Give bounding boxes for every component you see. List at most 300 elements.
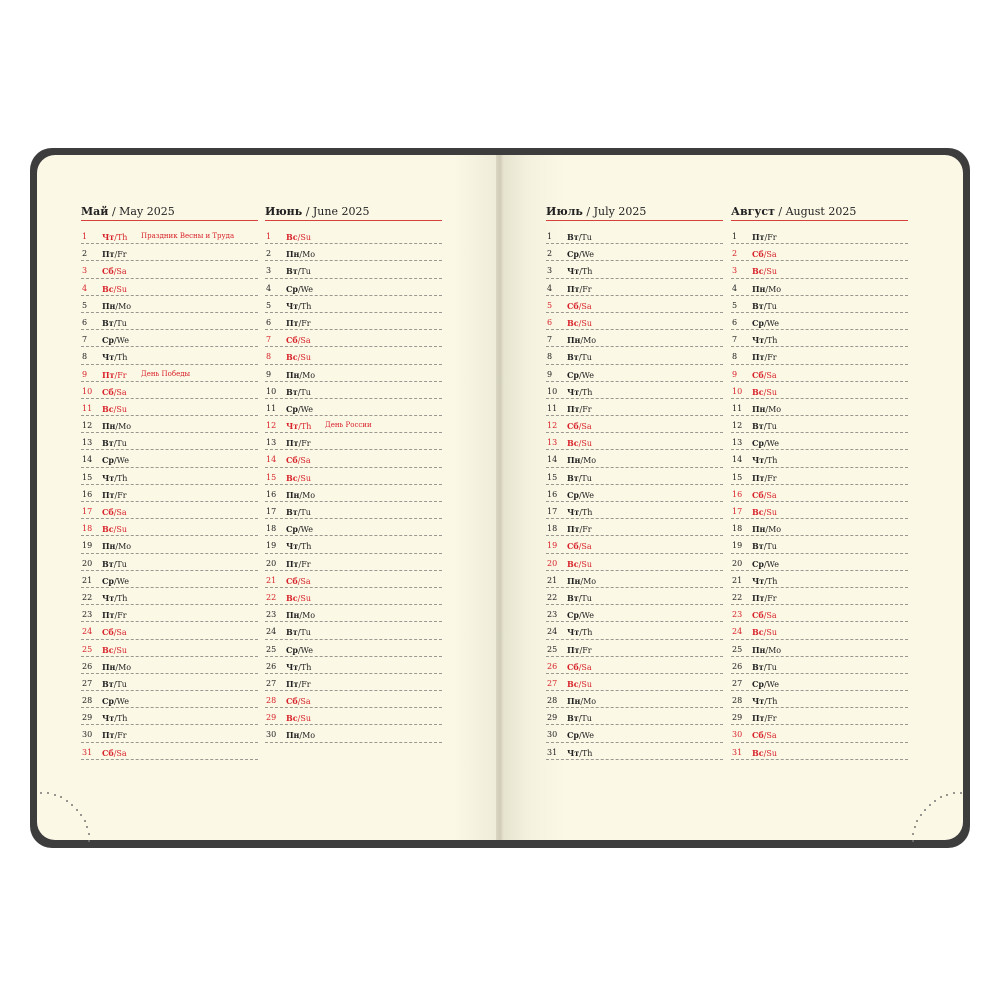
weekday xyxy=(752,507,777,517)
day-row xyxy=(731,450,908,467)
weekday-ru: Ср xyxy=(567,730,579,741)
stitch-dot xyxy=(88,840,90,842)
weekday-en: /Fr xyxy=(114,490,127,500)
weekday-ru: Пн xyxy=(102,661,116,672)
day-row xyxy=(546,468,723,485)
weekday-en: /Sa xyxy=(763,490,777,500)
day-row xyxy=(265,640,442,657)
weekday-en: /Sa xyxy=(763,370,777,380)
weekday-en: /We xyxy=(763,439,779,449)
weekday-ru: Пн xyxy=(752,524,766,535)
day-number: 1 xyxy=(266,232,272,241)
month-header xyxy=(81,205,258,221)
weekday xyxy=(102,576,129,586)
weekday xyxy=(286,559,311,569)
day-number: 20 xyxy=(547,558,558,568)
weekday-ru: Пн xyxy=(286,610,300,621)
weekday-ru: Пн xyxy=(752,403,766,414)
day-row xyxy=(265,279,442,296)
weekday xyxy=(286,249,315,259)
day-number: 22 xyxy=(732,592,743,602)
weekday xyxy=(102,301,131,311)
day-number: 16 xyxy=(82,489,93,499)
weekday-en: /Sa xyxy=(297,336,311,346)
weekday-ru: Сб xyxy=(286,335,298,346)
weekday xyxy=(567,576,596,586)
weekday xyxy=(567,541,592,551)
weekday-en: /Tu xyxy=(113,318,127,328)
day-row xyxy=(546,399,723,416)
weekday-ru: Чт xyxy=(567,627,580,638)
weekday xyxy=(567,645,592,655)
weekday-en: /Tu xyxy=(578,593,592,603)
day-row xyxy=(546,382,723,399)
weekday-en: /Tu xyxy=(578,353,592,363)
day-row xyxy=(265,382,442,399)
weekday-ru: Пт xyxy=(286,438,299,449)
weekday-ru: Ср xyxy=(286,403,298,414)
day-number: 18 xyxy=(547,524,558,534)
weekday xyxy=(286,370,315,380)
day-row xyxy=(546,450,723,467)
day-number: 23 xyxy=(547,610,558,620)
day-row xyxy=(546,657,723,674)
weekday-en: /Fr xyxy=(114,731,127,741)
weekday xyxy=(752,541,777,551)
day-row xyxy=(546,330,723,347)
weekday-ru: Вт xyxy=(752,661,764,672)
day-row xyxy=(546,519,723,536)
day-number: 5 xyxy=(266,300,272,310)
day-number: 26 xyxy=(82,661,93,671)
day-row xyxy=(81,399,258,416)
day-rows xyxy=(731,227,908,760)
weekday xyxy=(752,232,777,242)
weekday-en: /We xyxy=(113,697,129,707)
weekday-en: /Sa xyxy=(113,387,127,397)
day-row xyxy=(81,640,258,657)
day-row xyxy=(731,622,908,639)
weekday xyxy=(286,576,311,586)
weekday-ru: Пт xyxy=(752,713,765,724)
day-number: 14 xyxy=(732,455,743,465)
stitch-dot xyxy=(47,792,49,794)
day-number: 2 xyxy=(732,249,738,259)
day-number: 25 xyxy=(732,644,743,654)
day-number: 29 xyxy=(266,713,277,723)
weekday xyxy=(567,284,592,294)
weekday-ru: Чт xyxy=(567,386,580,397)
weekday-ru: Сб xyxy=(752,610,764,621)
day-row xyxy=(265,708,442,725)
weekday-ru: Ср xyxy=(286,283,298,294)
weekday-en: /Su xyxy=(113,284,127,294)
weekday-en: /Sa xyxy=(113,508,127,517)
weekday xyxy=(286,352,311,362)
weekday-ru: Сб xyxy=(752,730,764,741)
day-row xyxy=(265,519,442,536)
weekday xyxy=(102,421,131,431)
weekday-ru: Сб xyxy=(567,421,579,432)
weekday-en: /Fr xyxy=(764,593,777,603)
day-number: 27 xyxy=(266,678,277,688)
month-name-en: / July 2025 xyxy=(582,205,647,218)
weekday-ru: Вт xyxy=(102,438,114,449)
weekday xyxy=(567,455,596,465)
weekday-ru: Пт xyxy=(102,489,115,500)
day-number: 6 xyxy=(732,317,738,327)
day-number: 14 xyxy=(547,455,558,465)
weekday-en: /Th xyxy=(764,576,778,586)
day-row xyxy=(546,571,723,588)
day-number: 3 xyxy=(732,266,738,276)
weekday-ru: Пт xyxy=(286,678,299,689)
day-row xyxy=(731,554,908,571)
weekday-en: /Th xyxy=(298,662,312,672)
day-number: 2 xyxy=(82,249,88,259)
stitch-dot xyxy=(946,794,948,796)
day-row xyxy=(81,433,258,450)
weekday xyxy=(752,335,777,345)
weekday-ru: Пт xyxy=(567,403,580,414)
weekday-ru: Чт xyxy=(567,507,580,517)
weekday xyxy=(286,473,311,483)
day-row xyxy=(265,691,442,708)
weekday xyxy=(102,404,127,414)
weekday-ru: Чт xyxy=(102,592,115,603)
weekday xyxy=(567,627,592,637)
weekday xyxy=(567,249,594,259)
day-number: 28 xyxy=(732,696,743,706)
day-row xyxy=(731,227,908,244)
weekday-en: /Sa xyxy=(297,456,311,466)
day-row xyxy=(546,622,723,639)
weekday-en: /Su xyxy=(297,233,311,242)
day-number: 23 xyxy=(82,610,93,620)
day-number: 21 xyxy=(82,575,93,585)
day-number: 31 xyxy=(547,747,558,757)
day-row xyxy=(81,468,258,485)
weekday-en: /Tu xyxy=(297,628,311,638)
weekday xyxy=(567,387,592,397)
day-row xyxy=(546,605,723,622)
day-row xyxy=(81,347,258,364)
weekday xyxy=(752,730,777,740)
stitch-dot xyxy=(66,800,68,802)
weekday-ru: Вс xyxy=(752,627,764,638)
day-number: 11 xyxy=(732,403,743,413)
weekday-en: /We xyxy=(578,370,594,380)
day-number: 13 xyxy=(82,438,93,448)
weekday xyxy=(567,713,592,723)
weekday-en: /Mo xyxy=(580,336,597,346)
day-number: 6 xyxy=(547,317,553,327)
weekday-en: /Mo xyxy=(115,422,132,432)
day-number: 14 xyxy=(82,455,93,465)
weekday xyxy=(286,679,311,689)
weekday-en: /We xyxy=(113,576,129,586)
weekday-ru: Ср xyxy=(567,610,579,621)
stitch-dot xyxy=(914,826,916,828)
day-number: 11 xyxy=(82,403,93,413)
day-row xyxy=(81,691,258,708)
weekday xyxy=(567,370,594,380)
weekday-ru: Вт xyxy=(752,421,764,432)
weekday xyxy=(567,524,592,534)
weekday xyxy=(752,576,777,586)
weekday xyxy=(286,266,311,276)
day-row xyxy=(546,313,723,330)
stitch-dot xyxy=(924,809,926,811)
day-number: 10 xyxy=(732,386,743,396)
stitch-dot xyxy=(86,826,88,828)
weekday-ru: Вс xyxy=(102,283,114,294)
stitch-dot xyxy=(912,840,914,842)
weekday-ru: Сб xyxy=(102,266,114,277)
day-row xyxy=(731,691,908,708)
day-number: 13 xyxy=(732,438,743,448)
weekday-ru: Чт xyxy=(102,232,115,242)
day-row xyxy=(731,399,908,416)
weekday-en: /Mo xyxy=(580,697,597,707)
day-number: 28 xyxy=(547,696,558,706)
day-number: 26 xyxy=(732,661,743,671)
weekday-en: /Th xyxy=(114,593,128,603)
weekday-en: /Th xyxy=(579,387,593,397)
weekday-ru: Вс xyxy=(752,507,764,517)
weekday-ru: Пн xyxy=(567,335,581,346)
weekday-en: /Su xyxy=(763,628,777,638)
day-row xyxy=(546,691,723,708)
weekday-en: /We xyxy=(763,318,779,328)
day-row xyxy=(546,261,723,278)
weekday xyxy=(286,541,311,551)
day-row xyxy=(81,725,258,742)
day-number: 18 xyxy=(82,524,93,534)
weekday-en: /Fr xyxy=(579,645,592,655)
day-row xyxy=(731,502,908,519)
day-number: 7 xyxy=(82,335,88,345)
day-number: 29 xyxy=(82,713,93,723)
weekday xyxy=(752,318,779,328)
day-number: 23 xyxy=(732,610,743,620)
weekday xyxy=(286,232,311,242)
weekday-en: /Sa xyxy=(113,748,127,758)
weekday-en: /Mo xyxy=(580,456,597,466)
weekday-en: /Fr xyxy=(579,284,592,294)
day-number: 25 xyxy=(266,644,277,654)
weekday-en: /Tu xyxy=(763,662,777,672)
day-row xyxy=(81,485,258,502)
day-number: 3 xyxy=(266,266,272,276)
weekday-en: /Mo xyxy=(299,250,316,260)
weekday xyxy=(102,696,129,706)
day-row xyxy=(546,708,723,725)
weekday-en: /Tu xyxy=(113,679,127,689)
stitch-dot xyxy=(912,833,914,835)
weekday-ru: Сб xyxy=(102,507,114,517)
weekday-ru: Пт xyxy=(752,472,765,483)
weekday-en: /Sa xyxy=(763,250,777,260)
weekday xyxy=(752,284,781,294)
weekday-en: /Sa xyxy=(578,662,592,672)
day-row xyxy=(265,622,442,639)
weekday xyxy=(102,679,127,689)
weekday xyxy=(567,490,594,500)
day-row xyxy=(81,519,258,536)
weekday-ru: Пн xyxy=(102,300,116,311)
weekday-en: /Th xyxy=(298,542,312,552)
day-number: 31 xyxy=(82,747,93,757)
weekday xyxy=(102,249,127,259)
day-row xyxy=(731,605,908,622)
day-row xyxy=(731,279,908,296)
weekday-en: /Tu xyxy=(297,508,311,517)
weekday-ru: Пн xyxy=(286,369,300,380)
day-row xyxy=(731,743,908,760)
day-number: 17 xyxy=(266,507,277,516)
day-number: 17 xyxy=(732,507,743,516)
day-row xyxy=(265,605,442,622)
month-june xyxy=(265,205,442,743)
day-number: 21 xyxy=(732,575,743,585)
weekday-ru: Чт xyxy=(102,713,115,724)
day-row xyxy=(546,554,723,571)
weekday-ru: Вт xyxy=(752,541,764,552)
day-number: 26 xyxy=(266,661,277,671)
weekday-en: /Tu xyxy=(113,439,127,449)
weekday-ru: Вс xyxy=(567,678,579,689)
weekday-ru: Сб xyxy=(286,575,298,586)
day-row xyxy=(546,502,723,519)
weekday xyxy=(102,387,127,397)
weekday-en: /Su xyxy=(113,645,127,655)
weekday xyxy=(752,421,777,431)
day-row xyxy=(265,433,442,450)
day-row xyxy=(731,261,908,278)
day-row xyxy=(81,261,258,278)
day-row xyxy=(546,588,723,605)
weekday-en: /Fr xyxy=(298,439,311,449)
day-number: 2 xyxy=(547,249,553,259)
weekday-en: /Th xyxy=(579,628,593,638)
day-row xyxy=(81,657,258,674)
weekday-ru: Пн xyxy=(752,644,766,655)
day-number: 27 xyxy=(82,678,93,688)
day-number: 12 xyxy=(732,421,743,431)
weekday xyxy=(286,713,311,723)
day-number: 20 xyxy=(732,558,743,568)
day-row xyxy=(731,433,908,450)
weekday-en: /Th xyxy=(298,301,312,311)
weekday-ru: Ср xyxy=(102,335,114,346)
weekday xyxy=(286,610,315,620)
weekday xyxy=(102,610,127,620)
day-row xyxy=(81,554,258,571)
day-rows xyxy=(81,227,258,760)
weekday-en: /Tu xyxy=(297,267,311,277)
day-number: 15 xyxy=(266,472,277,482)
weekday-ru: Сб xyxy=(102,747,114,758)
weekday-en: /Fr xyxy=(114,611,127,621)
weekday-ru: Пн xyxy=(567,455,581,466)
day-row xyxy=(81,502,258,519)
weekday-ru: Ср xyxy=(102,696,114,707)
day-row xyxy=(546,485,723,502)
month-july xyxy=(546,205,723,760)
day-row xyxy=(81,588,258,605)
weekday-ru: Вт xyxy=(567,352,579,363)
day-row xyxy=(265,468,442,485)
day-row xyxy=(546,416,723,433)
day-row xyxy=(265,571,442,588)
weekday xyxy=(286,301,311,311)
weekday-ru: Вт xyxy=(286,627,298,638)
weekday xyxy=(102,266,127,276)
day-row xyxy=(731,330,908,347)
day-row xyxy=(546,296,723,313)
weekday-en: /Th xyxy=(579,267,593,277)
weekday-en: /Sa xyxy=(113,267,127,277)
day-number: 9 xyxy=(732,369,738,379)
weekday-ru: Вс xyxy=(102,644,114,655)
day-row xyxy=(265,227,442,244)
weekday-en: /Sa xyxy=(578,422,592,432)
weekday xyxy=(567,421,592,431)
weekday xyxy=(286,438,311,448)
weekday-en: /Sa xyxy=(113,628,127,638)
day-row xyxy=(265,399,442,416)
day-number: 29 xyxy=(732,713,743,723)
weekday-ru: Чт xyxy=(102,352,115,363)
day-row xyxy=(731,588,908,605)
weekday-ru: Сб xyxy=(286,696,298,707)
weekday-en: /We xyxy=(113,336,129,346)
weekday-ru: Ср xyxy=(567,489,579,500)
weekday xyxy=(102,352,127,362)
weekday xyxy=(286,404,313,414)
day-row xyxy=(731,708,908,725)
day-row xyxy=(81,313,258,330)
day-row xyxy=(265,554,442,571)
weekday-ru: Сб xyxy=(102,627,114,638)
weekday-ru: Вт xyxy=(567,713,579,724)
weekday xyxy=(567,507,592,517)
weekday-en: /Th xyxy=(298,422,312,432)
weekday-en: /Th xyxy=(579,748,593,758)
month-header xyxy=(265,205,442,221)
weekday-en: /We xyxy=(297,284,313,294)
stitch-dot xyxy=(934,800,936,802)
day-number: 9 xyxy=(547,369,553,379)
weekday-en: /Mo xyxy=(765,284,782,294)
day-row xyxy=(546,244,723,261)
weekday-en: /Sa xyxy=(763,731,777,741)
day-number: 14 xyxy=(266,455,277,465)
day-number: 3 xyxy=(547,266,553,276)
weekday xyxy=(752,524,781,534)
weekday-ru: Ср xyxy=(752,558,764,569)
weekday xyxy=(752,438,779,448)
weekday-en: /Fr xyxy=(764,714,777,724)
day-row xyxy=(731,382,908,399)
weekday-ru: Пн xyxy=(286,489,300,500)
weekday-ru: Сб xyxy=(567,300,579,311)
day-number: 8 xyxy=(82,352,88,362)
weekday-ru: Сб xyxy=(102,386,114,397)
weekday xyxy=(286,627,311,637)
weekday xyxy=(102,438,127,448)
